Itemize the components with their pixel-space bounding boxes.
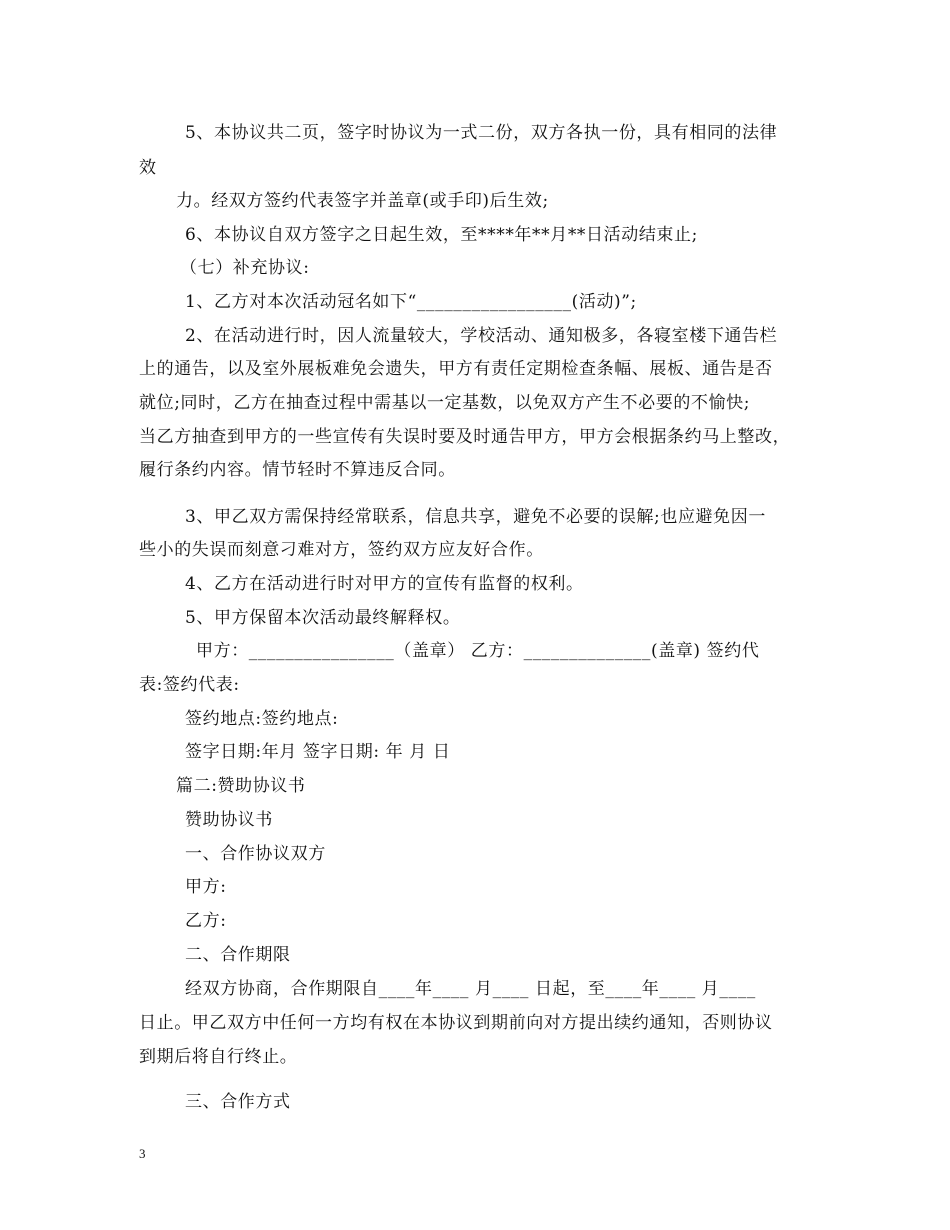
text-line: 效 — [139, 158, 157, 178]
text-line: 日止。甲乙双方中任何一方均有权在本协议到期前向对方提出续约通知，否则协议 — [139, 1013, 773, 1033]
text-line: 4、乙方在活动进行时对甲方的宣传有监督的权利。 — [185, 574, 584, 594]
section-heading: （七）补充协议: — [180, 258, 310, 278]
text-line: 5、本协议共二页，签字时协议为一式二份，双方各执一份，具有相同的法律 — [185, 123, 778, 143]
party-b-line: 乙方: — [185, 911, 227, 931]
text-line: 当乙方抽查到甲方的一些宣传有失误时要及时通告甲方，甲方会根据条约马上整改， — [139, 427, 791, 447]
text-line: 上的通告，以及室外展板难免会遗失，甲方有责任定期检查条幅、展板、通告是否 — [139, 359, 773, 379]
text-line: 经双方协商，合作期限自____年____ 月____ 日起，至____年____ 月____ — [185, 979, 756, 999]
text-line: 2、在活动进行时，因人流量较大，学校活动、通知极多，各寝室楼下通告栏 — [185, 326, 778, 346]
text-line: 就位;同时，乙方在抽查过程中需基以一定基数，以免双方产生不必要的不愉快; — [139, 393, 751, 413]
text-line: 力。经双方签约代表签字并盖章(或手印)后生效; — [176, 191, 549, 211]
text-line: 1、乙方对本次活动冠名如下“_________________(活动)”; — [185, 292, 637, 312]
page-number: 3 — [139, 1146, 146, 1161]
signature-location-line: 签约地点:签约地点: — [185, 709, 339, 729]
party-a-line: 甲方: — [185, 877, 227, 897]
text-line: 些小的失误而刻意刁难对方，签约双方应友好合作。 — [139, 540, 544, 560]
text-line: 到期后将自行终止。 — [139, 1047, 298, 1067]
signature-date-line: 签字日期:年月 签字日期: 年 月 日 — [185, 742, 451, 762]
signature-line: 甲方：________________（盖章） 乙方：______________(盖章) 签约代 — [196, 641, 760, 661]
section-heading: 一、合作协议双方 — [185, 844, 326, 864]
text-line: 履行条约内容。情节轻时不算违反合同。 — [139, 460, 456, 480]
document-title: 赞助协议书 — [185, 810, 273, 830]
text-line: 3、甲乙双方需保持经常联系，信息共享，避免不必要的误解;也应避免因一 — [185, 507, 766, 527]
chapter-heading: 篇二:赞助协议书 — [176, 776, 306, 796]
section-heading: 三、合作方式 — [185, 1092, 291, 1112]
text-line: 5、甲方保留本次活动最终解释权。 — [185, 608, 461, 628]
signature-line: 表:签约代表: — [139, 675, 240, 695]
section-heading: 二、合作期限 — [185, 945, 291, 965]
text-line: 6、本协议自双方签字之日起生效，至****年**月**日活动结束止; — [185, 225, 698, 245]
